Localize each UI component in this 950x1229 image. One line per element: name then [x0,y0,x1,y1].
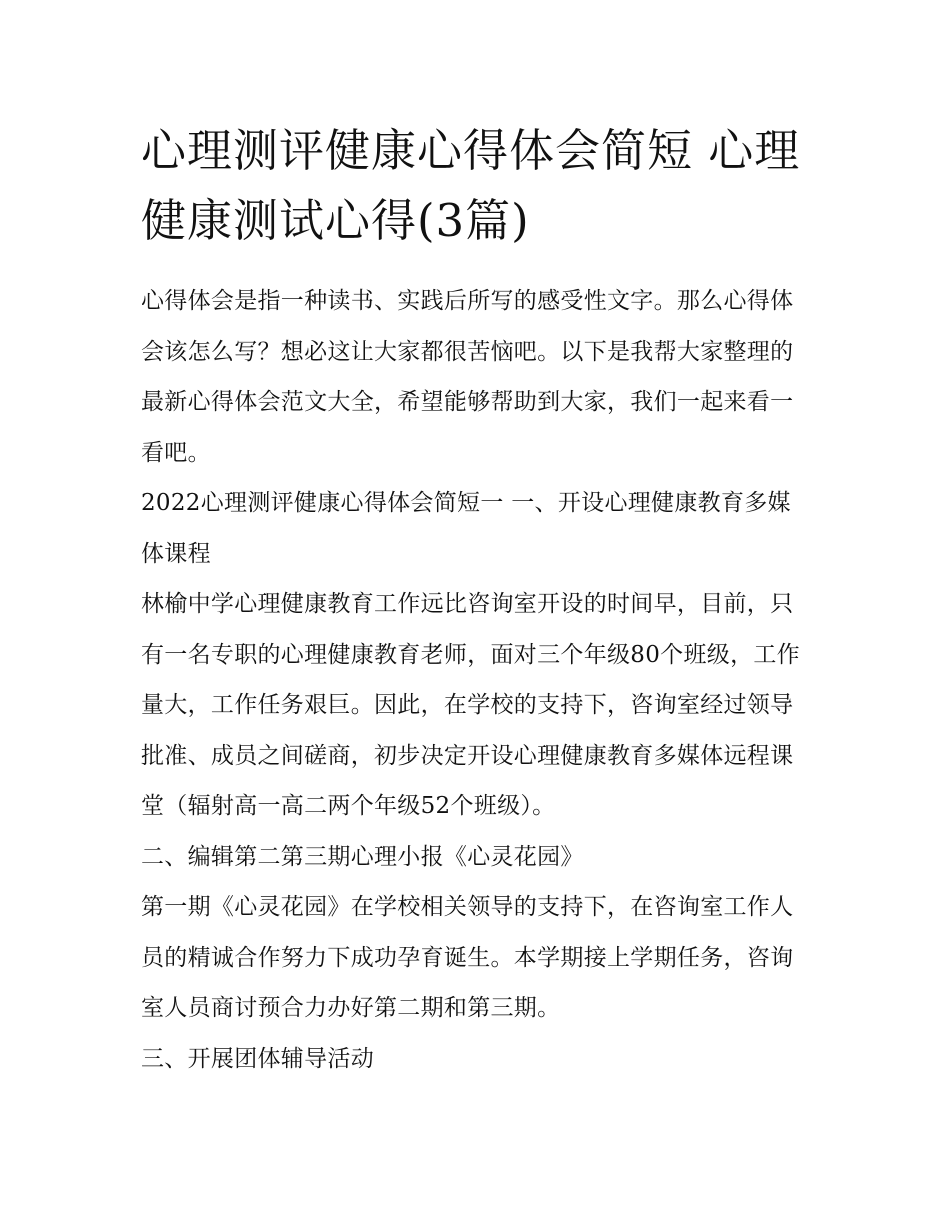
section-heading-1: 2022心理测评健康心得体会简短一 一、开设心理健康教育多媒体课程 [141,490,791,567]
document-title: 心理测评健康心得体会简短 心理健康测试心得(3篇) [141,124,801,247]
section-heading-3: 三、开展团体辅导活动 [141,1045,374,1072]
body-paragraph-2: 第一期《心灵花园》在学校相关领导的支持下，在咨询室工作人员的精诚合作努力下成功孕育诞生。本学期接上学期任务，咨询室人员商讨预合力办好第二期和第三期。 [141,894,794,1021]
document-body [141,276,813,1084]
body-paragraph-1: 林榆中学心理健康教育工作远比咨询室开设的时间早，目前，只有一名专职的心理健康教育老师，面对三个年级80个班级，工作量大，工作任务艰巨。因此，在学校的支持下，咨询室经过领导批准、成员之间磋商，初步决定开设心理健康教育多媒体远程课堂（辐射高一高二两个年级52个班级）。 [141,591,800,819]
section-heading-2: 二、编辑第二第三期心理小报《心灵花园》 [141,843,584,870]
intro-paragraph: 心得体会是指一种读书、实践后所写的感受性文字。那么心得体会该怎么写？想必这让大家都很苦恼吧。以下是我帮大家整理的最新心得体会范文大全，希望能够帮助到大家，我们一起来看一看吧。 [141,288,794,466]
